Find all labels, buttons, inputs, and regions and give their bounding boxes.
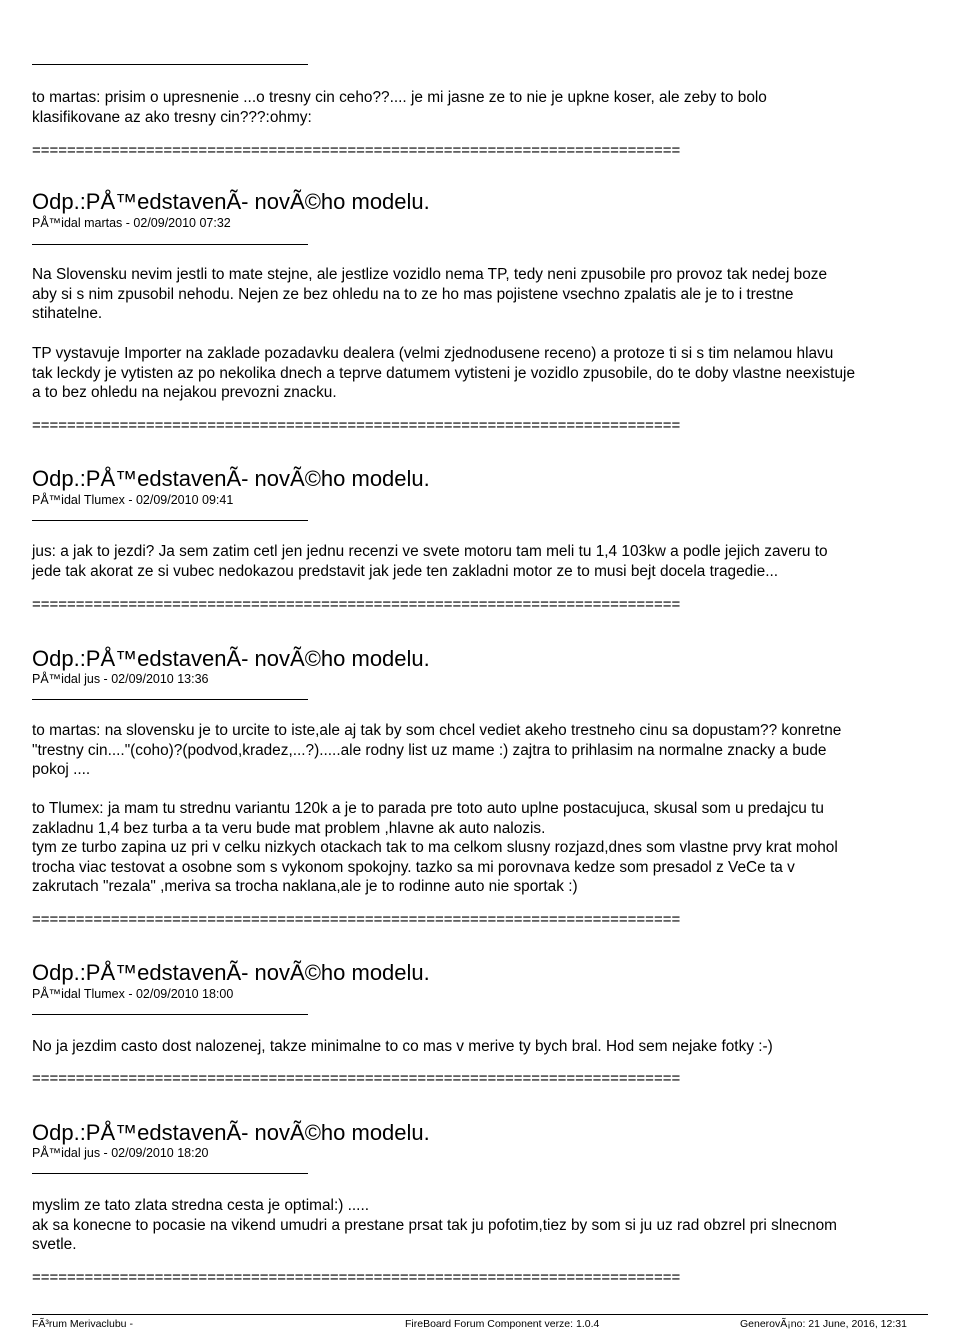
post-meta: PÅ™idal martas - 02/09/2010 07:32 (32, 216, 231, 230)
text-line: jede tak akorat ze si vubec nedokazou predstavit jak jede ten zakladni motor ze to musi bejt docela tragedie... (32, 562, 779, 580)
post-paragraph (32, 265, 922, 324)
text-line: ak sa konecne to pocasie na vikend umudri a prestane prsat tak ju pofotim,tiez by som si ju uz rad obzrel pri slnecnom (32, 1216, 837, 1234)
post-rule (32, 1173, 308, 1174)
text-line: zakrutach "rezala" ,meriva sa trocha naklana,ale je to rodinne auto nie sportak :) (32, 878, 578, 895)
text-line: svetle. (32, 1236, 77, 1253)
post-title: Odp.:PÅ™edstavenÃ- novÃ©ho modelu. (32, 1120, 430, 1145)
post-paragraph (32, 799, 922, 897)
post-paragraph (32, 344, 922, 403)
text-line: "trestny cin...."(coho)?(podvod,kradez,...?).....ale rodny list uz mame :) zajtra to prihlasim na normalne znacky a bude (32, 741, 827, 759)
separator: ========================================================================== (32, 911, 681, 928)
post-paragraph (32, 542, 922, 581)
separator: ========================================================================== (32, 596, 681, 613)
footer-generated-date: GenerovÃ¡no: 21 June, 2016, 12:31 (740, 1318, 907, 1330)
text-line: klasifikovane az ako tresny cin???:ohmy: (32, 108, 312, 126)
post-title: Odp.:PÅ™edstavenÃ- novÃ©ho modelu. (32, 189, 430, 214)
top-rule (32, 64, 308, 65)
post-rule (32, 244, 308, 245)
text-line: aby si s nim zpusobil nehodu. Nejen ze bez ohledu na to ze ho mas pojistene vsechno zpalatis ale je to i trestne (32, 285, 794, 303)
text-line: to Tlumex: ja mam tu strednu variantu 120k a je to parada pre toto auto uplne postacujuca, skusal som u predajcu tu (32, 800, 824, 817)
intro-paragraph (32, 88, 922, 127)
footer-site-name: FÃ³rum Merivaclubu - (32, 1318, 133, 1330)
text-line: to martas: prisim o upresnenie ...o tresny cin ceho??.... je mi jasne ze to nie je upkne koser, ale zeby to bolo (32, 89, 767, 106)
text-line: trocha viac testovat a osobne som s vykonom spokojny. tazko sa mi porovnava kedze som presadol z VeCe ta v (32, 858, 795, 876)
post-meta: PÅ™idal Tlumex - 02/09/2010 18:00 (32, 987, 234, 1001)
post-meta: PÅ™idal jus - 02/09/2010 18:20 (32, 1146, 209, 1160)
footer-rule (32, 1314, 928, 1315)
post-rule (32, 699, 308, 700)
post-title: Odp.:PÅ™edstavenÃ- novÃ©ho modelu. (32, 466, 430, 491)
post-paragraph (32, 721, 922, 780)
post-meta: PÅ™idal jus - 02/09/2010 13:36 (32, 672, 209, 686)
separator: ========================================================================== (32, 417, 681, 434)
text-line: Na Slovensku nevim jestli to mate stejne, ale jestlize vozidlo nema TP, tedy neni zpusobile pro provoz tak nedej boze (32, 266, 828, 283)
text-line: TP vystavuje Importer na zaklade pozadavku dealera (velmi zjednodusene receno) a protoze ti si s tim nelamou hlavu (32, 345, 834, 362)
post-rule (32, 520, 308, 521)
text-line: tak leckdy je vytisten az po nekolika dnech a teprve datumem vytisteni je vozidlo zpusobile, do te doby vlastne neexistuje (32, 364, 856, 382)
text-line: myslim ze tato zlata stredna cesta je optimal:) ..... (32, 1197, 370, 1214)
text-line: pokoj .... (32, 761, 91, 778)
separator: ========================================================================== (32, 1070, 681, 1087)
footer-component-version: FireBoard Forum Component verze: 1.0.4 (405, 1318, 600, 1330)
text-line: zakladnu 1,4 bez turba a ta veru bude mat problem ,hlavne ak auto nalozis. (32, 819, 546, 837)
separator: ========================================================================== (32, 142, 681, 159)
separator: ========================================================================== (32, 1269, 681, 1286)
post-title: Odp.:PÅ™edstavenÃ- novÃ©ho modelu. (32, 960, 430, 985)
post-paragraph (32, 1196, 922, 1255)
post-paragraph (32, 1037, 922, 1057)
text-line: No ja jezdim casto dost nalozenej, takze minimalne to co mas v merive ty bych bral. Hod sem nejake fotky :-) (32, 1038, 773, 1055)
text-line: tym ze turbo zapina uz pri v celku nizkych otackach tak to ma celkom slusny rozjazd,dnes som vlastne prvy krat mohol (32, 839, 838, 856)
text-line: stihatelne. (32, 305, 103, 322)
text-line: jus: a jak to jezdi? Ja sem zatim cetl jen jednu recenzi ve svete motoru tam meli tu 1,4 103kw a podle jejich zaveru to (32, 543, 828, 560)
text-line: to martas: na slovensku je to urcite to iste,ale aj tak by som chcel vediet akeho trestneho cinu sa dopustam?? konretne (32, 722, 842, 739)
post-title: Odp.:PÅ™edstavenÃ- novÃ©ho modelu. (32, 646, 430, 671)
post-meta: PÅ™idal Tlumex - 02/09/2010 09:41 (32, 493, 234, 507)
text-line: a to bez ohledu na nejakou prevozni znacku. (32, 384, 337, 401)
post-rule (32, 1014, 308, 1015)
